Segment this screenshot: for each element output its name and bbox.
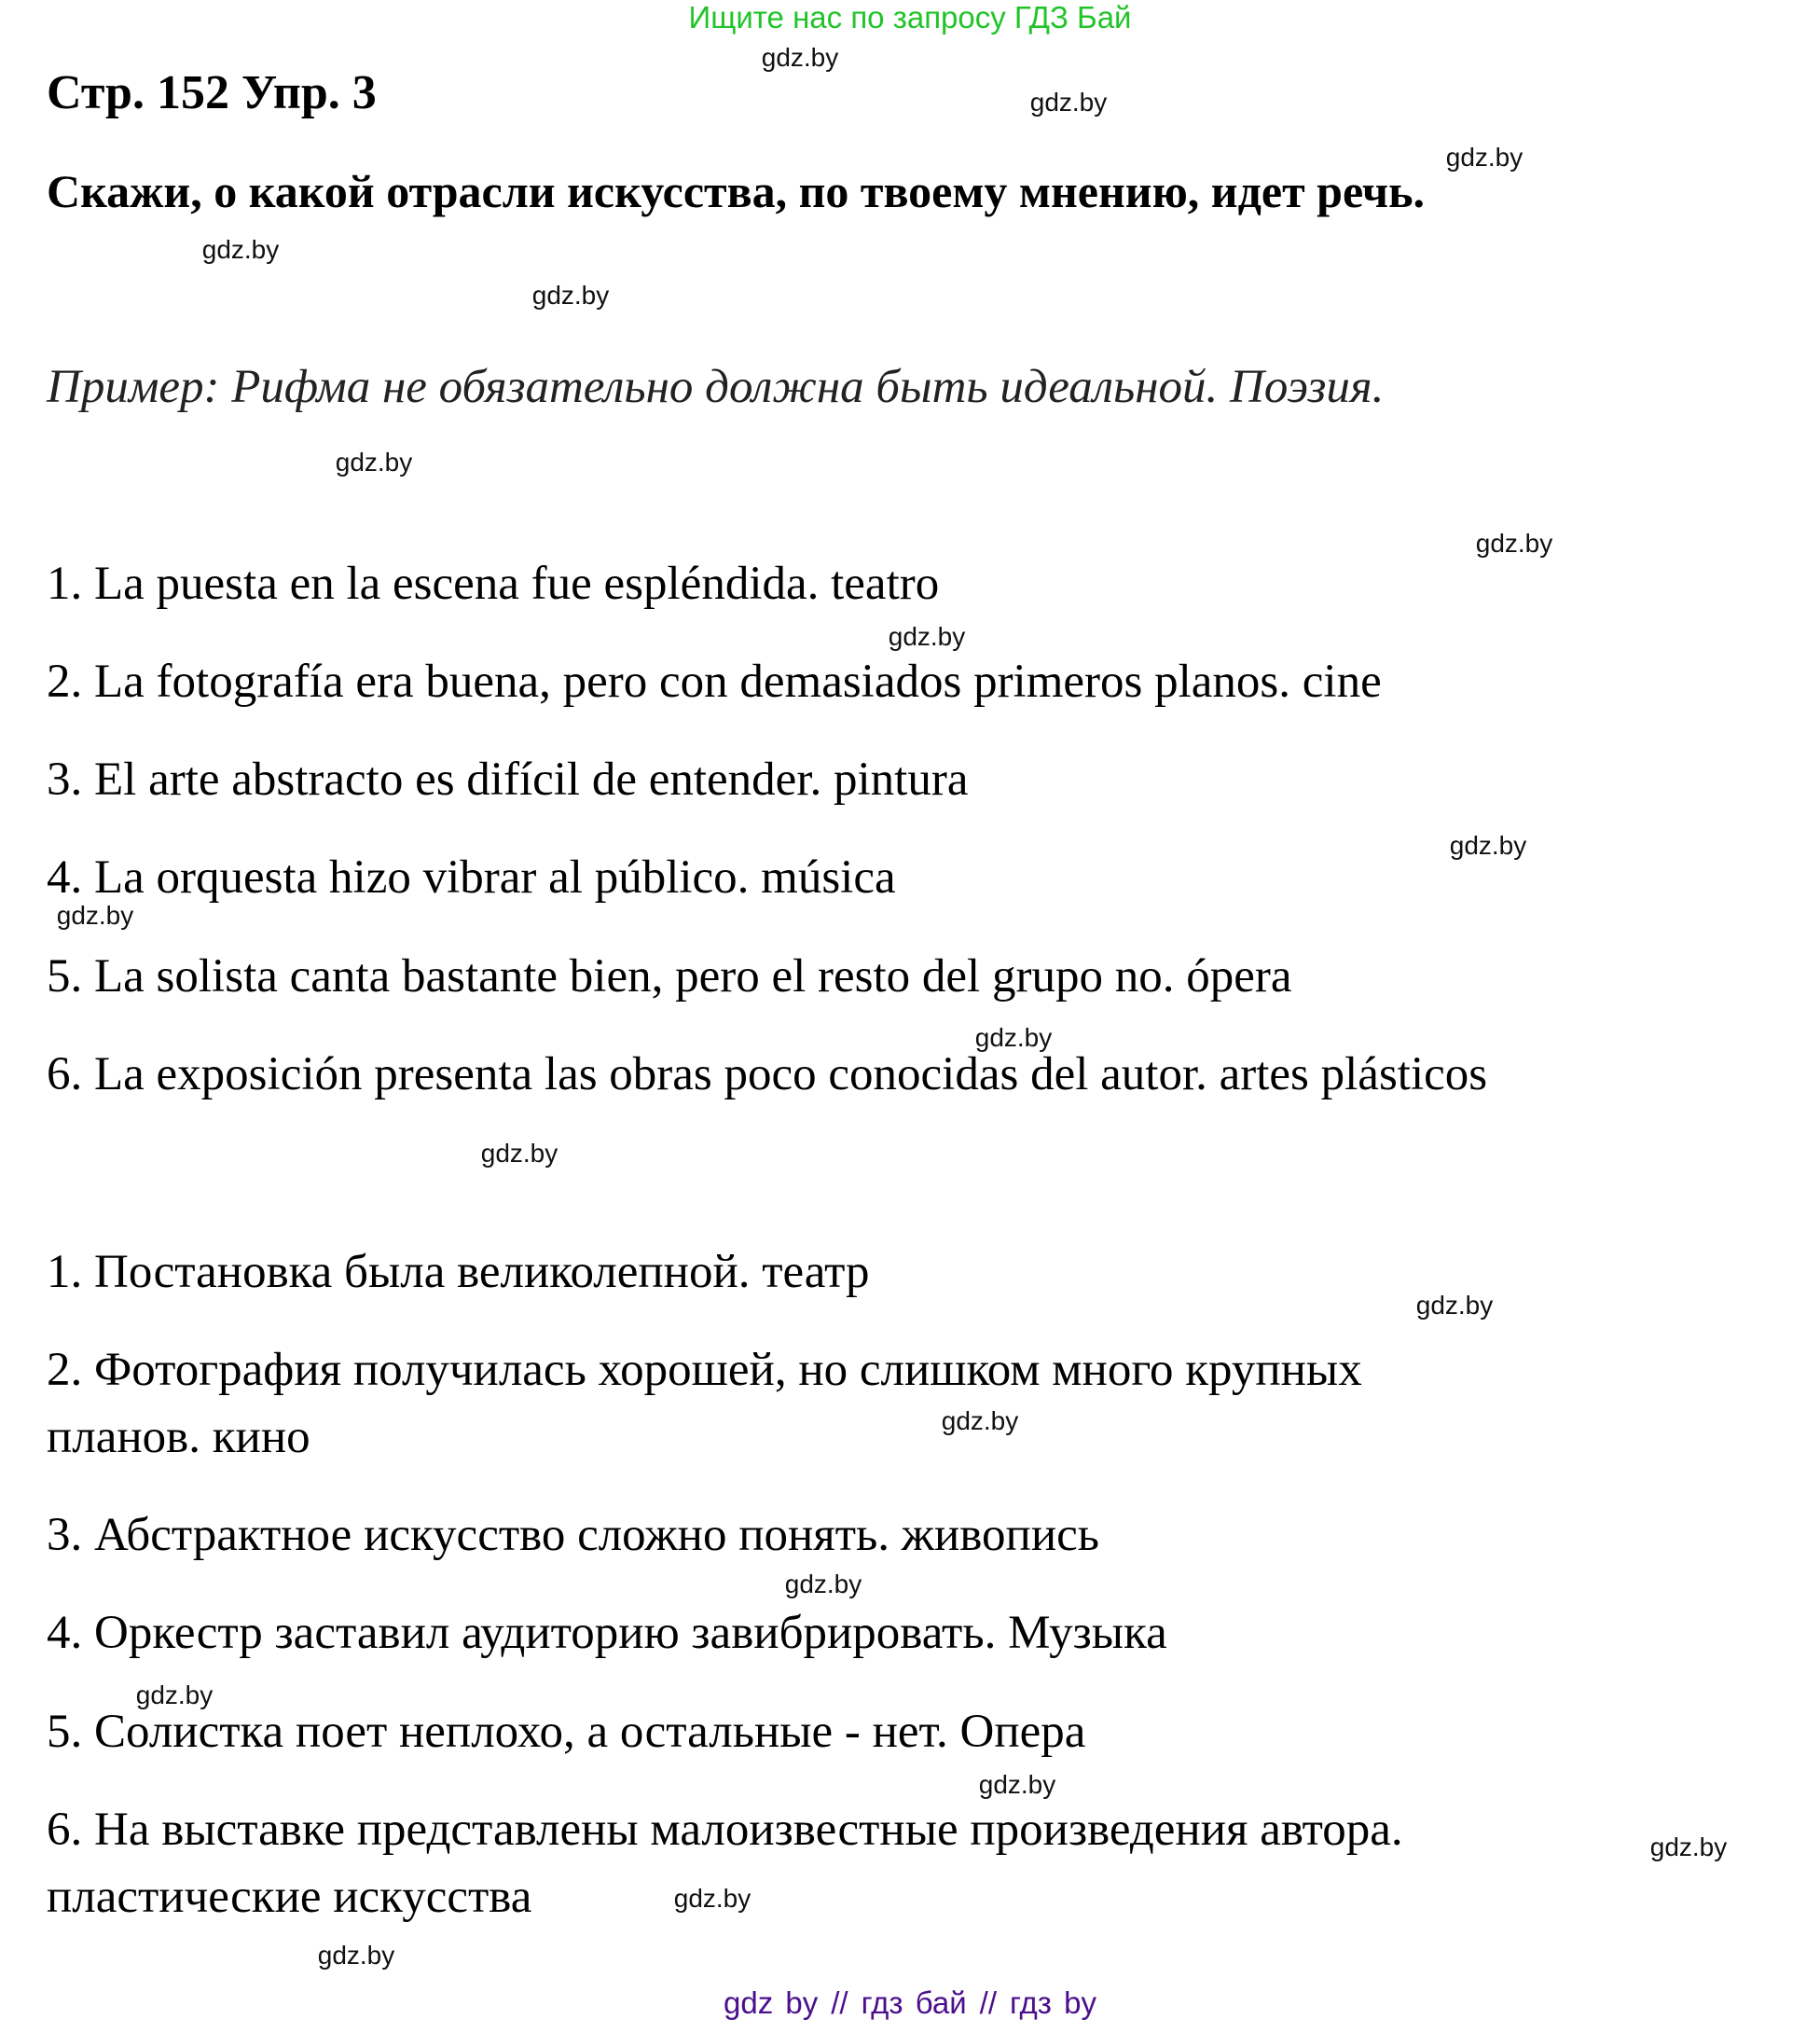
watermark: gdz.by [201,235,280,264]
footer-link-gdz-by-cyr[interactable]: гдз by [1010,1985,1096,2020]
watermark: gdz.by [56,901,134,930]
example-line: Пример: Рифма не обязательно должна быть идеальной. Поэзия. [47,361,1385,413]
russian-item-6-line1: 6. На выставке представлены малоизвестные произведения автора. [47,1804,1403,1856]
footer-links [0,1985,1820,2022]
watermark: gdz.by [761,43,839,72]
spanish-item-6: 6. La exposición presenta las obras poco conocidas del autor. artes plásticos [47,1048,1488,1100]
task-instruction: Скажи, о какой отрасли искусства, по твоему мнению, идет речь. [47,165,1426,217]
russian-item-6-line2: пластические искусства [47,1871,532,1923]
watermark: gdz.by [673,1884,751,1913]
watermark: gdz.by [335,448,413,477]
watermark: gdz.by [978,1770,1056,1799]
watermark: gdz.by [888,622,966,651]
spanish-item-2: 2. La fotografía era buena, pero con demasiados primeros planos. cine [47,656,1382,708]
watermark: gdz.by [1445,143,1524,172]
footer-link-gdz-bai[interactable]: гдз бай [861,1985,967,2020]
footer-separator: // [831,1985,848,2020]
watermark: gdz.by [1649,1832,1728,1861]
watermark: gdz.by [1415,1291,1494,1320]
watermark: gdz.by [1449,831,1527,860]
russian-item-3: 3. Абстрактное искусство сложно понять. живопись [47,1509,1100,1561]
watermark: gdz.by [784,1570,862,1598]
watermark: gdz.by [974,1023,1053,1052]
spanish-item-5: 5. La solista canta bastante bien, pero el resto del grupo no. ópera [47,950,1292,1003]
spanish-item-3: 3. El arte abstracto es difícil de entender. pintura [47,754,969,806]
russian-item-4: 4. Оркестр заставил аудиторию завибрировать. Музыка [47,1607,1167,1659]
footer-separator: // [979,1985,997,2020]
watermark: gdz.by [135,1680,214,1709]
search-banner: Ищите нас по запросу ГДЗ Бай [688,0,1132,35]
spanish-item-1: 1. La puesta en la escena fue espléndida. teatro [47,558,940,610]
russian-item-2-line2: планов. кино [47,1411,310,1463]
watermark: gdz.by [531,281,610,310]
footer-link-gdz-by[interactable]: gdz by [724,1985,819,2020]
watermark: gdz.by [1029,88,1108,117]
page-title: Стр. 152 Упр. 3 [47,66,377,119]
watermark: gdz.by [317,1941,395,1970]
russian-item-2-line1: 2. Фотография получилась хорошей, но слишком много крупных [47,1344,1362,1396]
watermark: gdz.by [1475,529,1553,558]
watermark: gdz.by [480,1139,558,1168]
russian-item-5: 5. Солистка поет неплохо, а остальные - нет. Опера [47,1706,1086,1758]
russian-item-1: 1. Постановка была великолепной. театр [47,1246,870,1298]
watermark: gdz.by [941,1406,1019,1435]
spanish-item-4: 4. La orquesta hizo vibrar al público. música [47,851,896,904]
